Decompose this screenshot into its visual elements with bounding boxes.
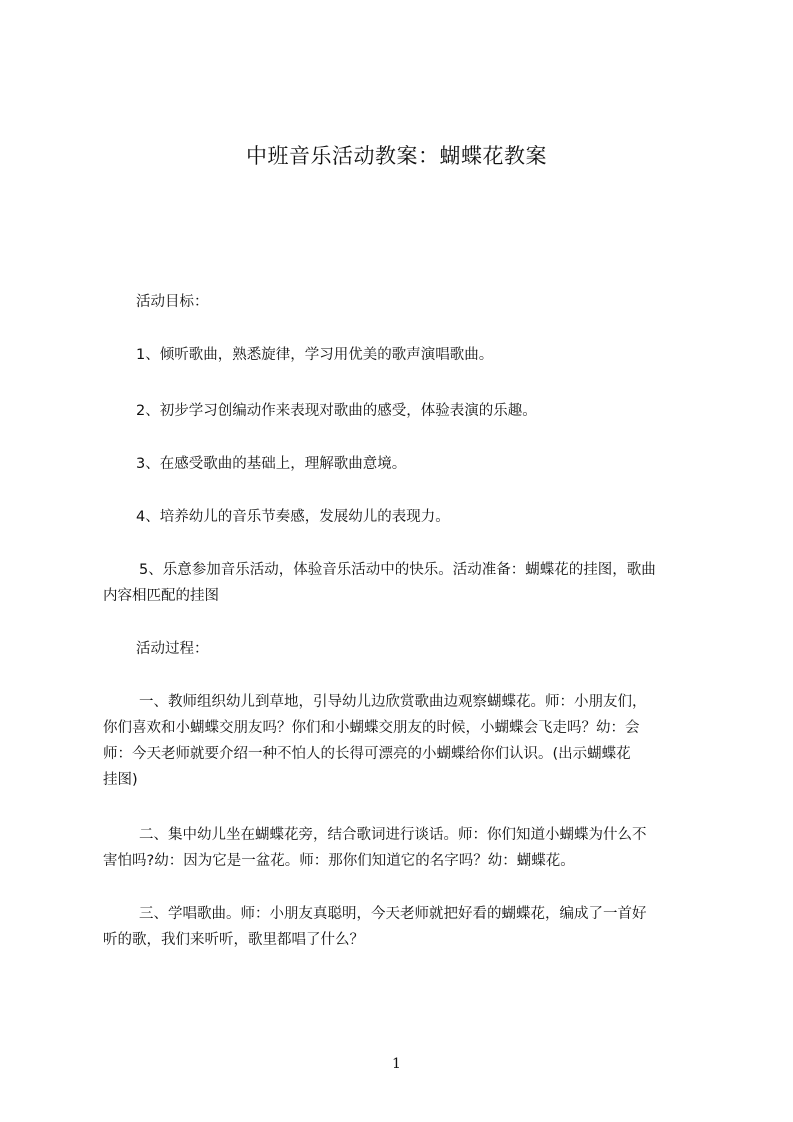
goal-item-5-line-1: 5、乐意参加音乐活动，体验音乐活动中的快乐。活动准备：蝴蝶花的挂图，歌曲 xyxy=(139,562,656,578)
process-step-1-line-2: 你们喜欢和小蝴蝶交朋友吗？你们和小蝴蝶交朋友的时候，小蝴蝶会飞走吗？幼：会 xyxy=(103,720,640,736)
process-step-1-line-4: 挂图) xyxy=(103,772,138,788)
goal-item-3: 3、在感受歌曲的基础上，理解歌曲意境。 xyxy=(136,456,407,472)
goal-item-1: 1、倾听歌曲，熟悉旋律，学习用优美的歌声演唱歌曲。 xyxy=(136,347,494,363)
page-number: 1 xyxy=(392,1056,401,1072)
process-step-3-line-2: 听的歌，我们来听听，歌里都唱了什么？ xyxy=(103,932,364,948)
process-step-2-line-1: 二、集中幼儿坐在蝴蝶花旁，结合歌词进行谈话。师：你们知道小蝴蝶为什么不 xyxy=(139,827,647,843)
process-step-2 xyxy=(103,822,703,874)
goal-item-5-line-2: 内容相匹配的挂图 xyxy=(103,588,219,604)
goal-item-2: 2、初步学习创编动作来表现对歌曲的感受，体验表演的乐趣。 xyxy=(136,403,537,419)
process-step-1 xyxy=(103,689,703,793)
goal-item-4: 4、培养幼儿的音乐节奏感，发展幼儿的表现力。 xyxy=(136,509,450,525)
page-title: 中班音乐活动教案：蝴蝶花教案 xyxy=(246,144,547,168)
process-heading: 活动过程： xyxy=(136,641,209,657)
goals-heading: 活动目标： xyxy=(136,294,209,310)
process-step-1-line-1: 一、教师组织幼儿到草地，引导幼儿边欣赏歌曲边观察蝴蝶花。师：小朋友们， xyxy=(139,694,647,710)
process-step-1-line-3: 师：今天老师就要介绍一种不怕人的长得可漂亮的小蝴蝶给你们认识。(出示蝴蝶花 xyxy=(103,746,631,762)
process-step-2-line-2: 害怕吗?幼：因为它是一盆花。师：那你们知道它的名字吗？幼：蝴蝶花。 xyxy=(103,853,575,869)
process-step-3-line-1: 三、学唱歌曲。师：小朋友真聪明，今天老师就把好看的蝴蝶花，编成了一首好 xyxy=(139,906,647,922)
process-step-3 xyxy=(103,901,703,953)
goal-item-5 xyxy=(103,557,703,609)
